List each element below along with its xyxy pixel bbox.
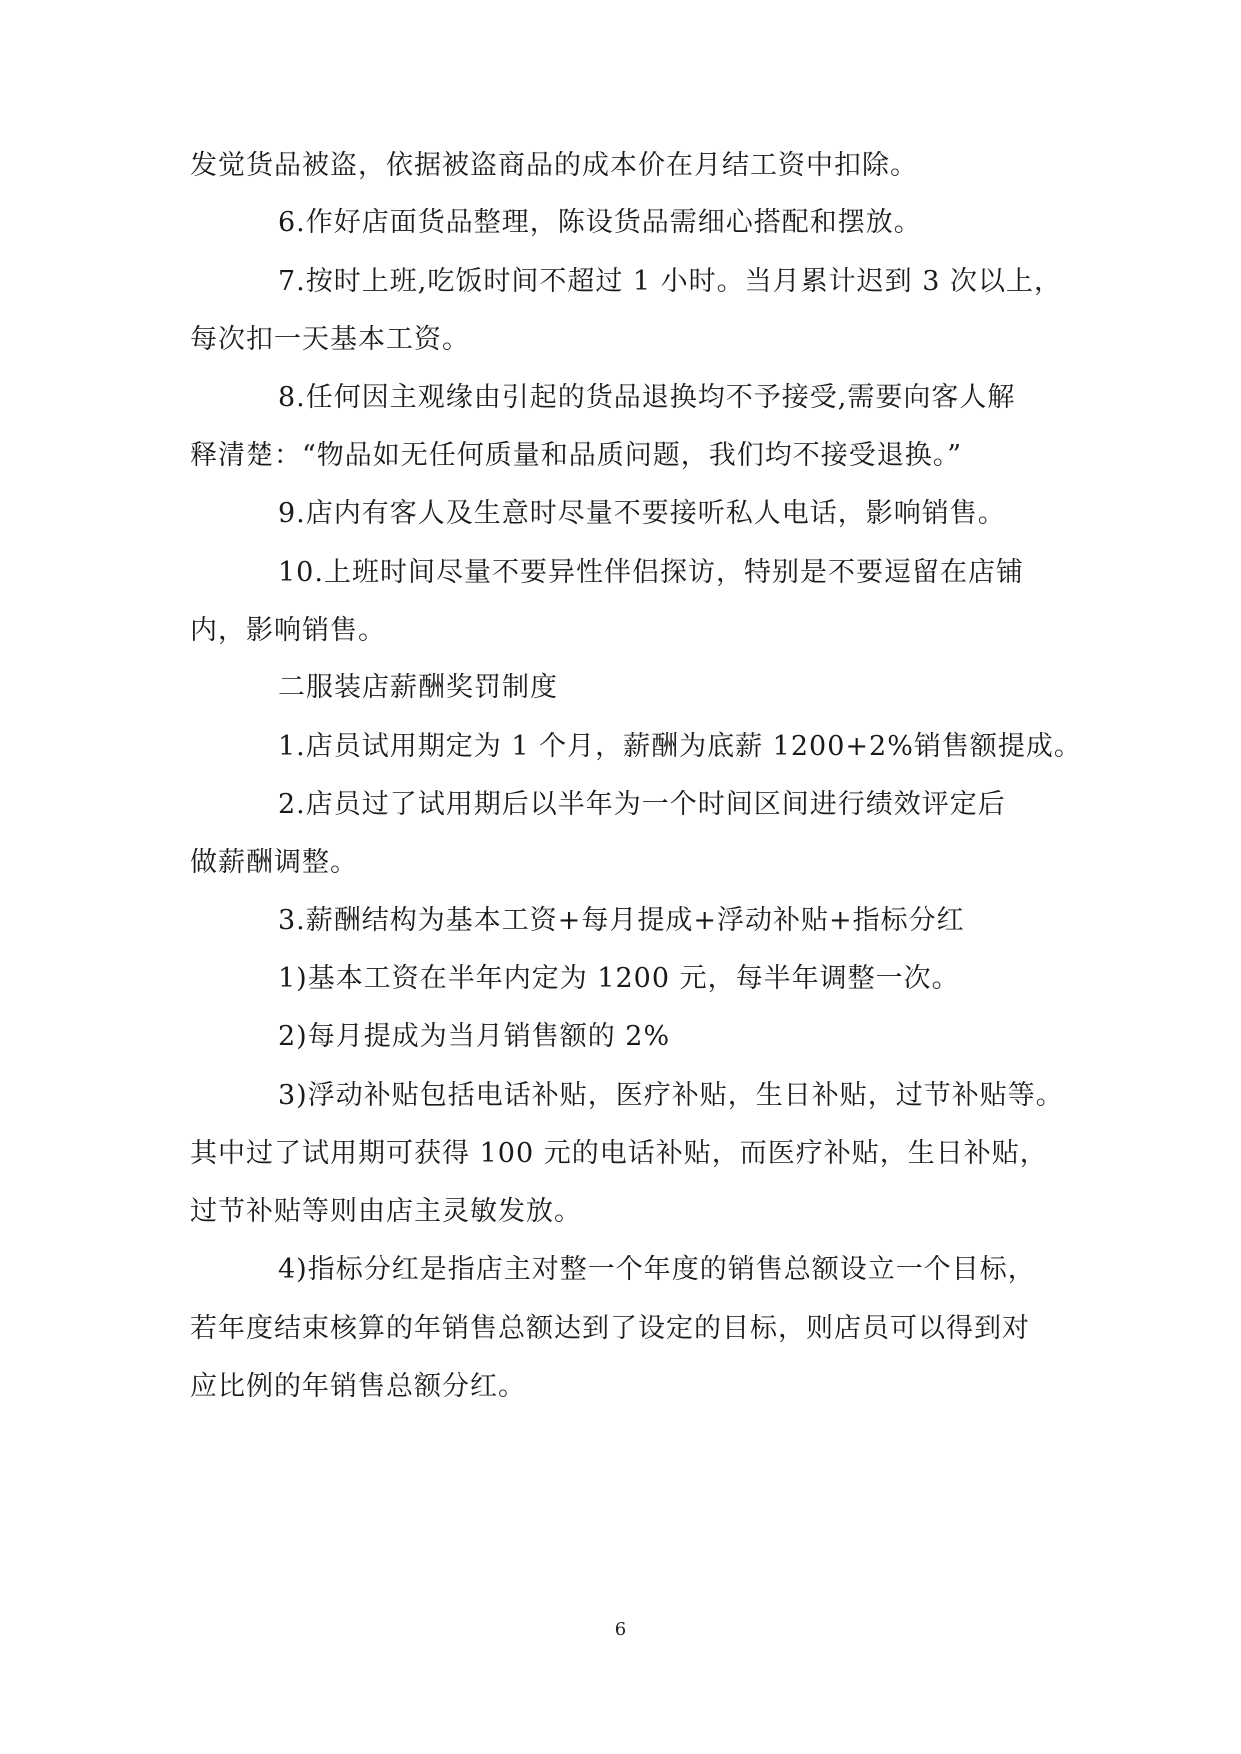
paragraph-line: 若年度结束核算的年销售总额达到了设定的目标，则店员可以得到对 [190,1313,1030,1344]
paragraph-line: 内，影响销售。 [190,615,386,646]
paragraph-line: 应比例的年销售总额分红。 [190,1371,526,1402]
list-item-3: 3.薪酬结构为基本工资+每月提成+浮动补贴+指标分红 [278,905,965,936]
list-item-6: 6.作好店面货品整理，陈设货品需细心搭配和摆放。 [278,207,922,238]
sub-item-3: 3)浮动补贴包括电话补贴，医疗补贴，生日补贴，过节补贴等。 [278,1080,1064,1111]
page-number: 6 [614,1619,627,1640]
list-item-8: 8.任何因主观缘由引起的货品退换均不予接受,需要向客人解 [278,382,1016,413]
paragraph-line: 其中过了试用期可获得 100 元的电话补贴，而医疗补贴，生日补贴， [190,1138,1048,1169]
list-item-2: 2.店员过了试用期后以半年为一个时间区间进行绩效评定后 [278,789,1006,820]
section-heading: 二服装店薪酬奖罚制度 [278,672,558,703]
paragraph-line: 每次扣一天基本工资。 [190,324,470,355]
sub-item-1: 1)基本工资在半年内定为 1200 元，每半年调整一次。 [278,963,960,994]
list-item-10: 10.上班时间尽量不要异性伴侣探访，特别是不要逗留在店铺 [278,557,1024,588]
list-item-1: 1.店员试用期定为 1 个月，薪酬为底薪 1200+2%销售额提成。 [278,731,1082,762]
paragraph-line: 释清楚：“物品如无任何质量和品质问题，我们均不接受退换。” [190,440,963,471]
paragraph-line: 过节补贴等则由店主灵敏发放。 [190,1196,582,1227]
paragraph-line: 发觉货品被盗，依据被盗商品的成本价在月结工资中扣除。 [190,150,918,181]
list-item-7: 7.按时上班,吃饭时间不超过 1 小时。当月累计迟到 3 次以上， [278,266,1063,297]
sub-item-2: 2)每月提成为当月销售额的 2% [278,1021,671,1052]
sub-item-4: 4)指标分红是指店主对整一个年度的销售总额设立一个目标， [278,1254,1036,1285]
list-item-9: 9.店内有客人及生意时尽量不要接听私人电话，影响销售。 [278,498,1006,529]
paragraph-line: 做薪酬调整。 [190,847,358,878]
